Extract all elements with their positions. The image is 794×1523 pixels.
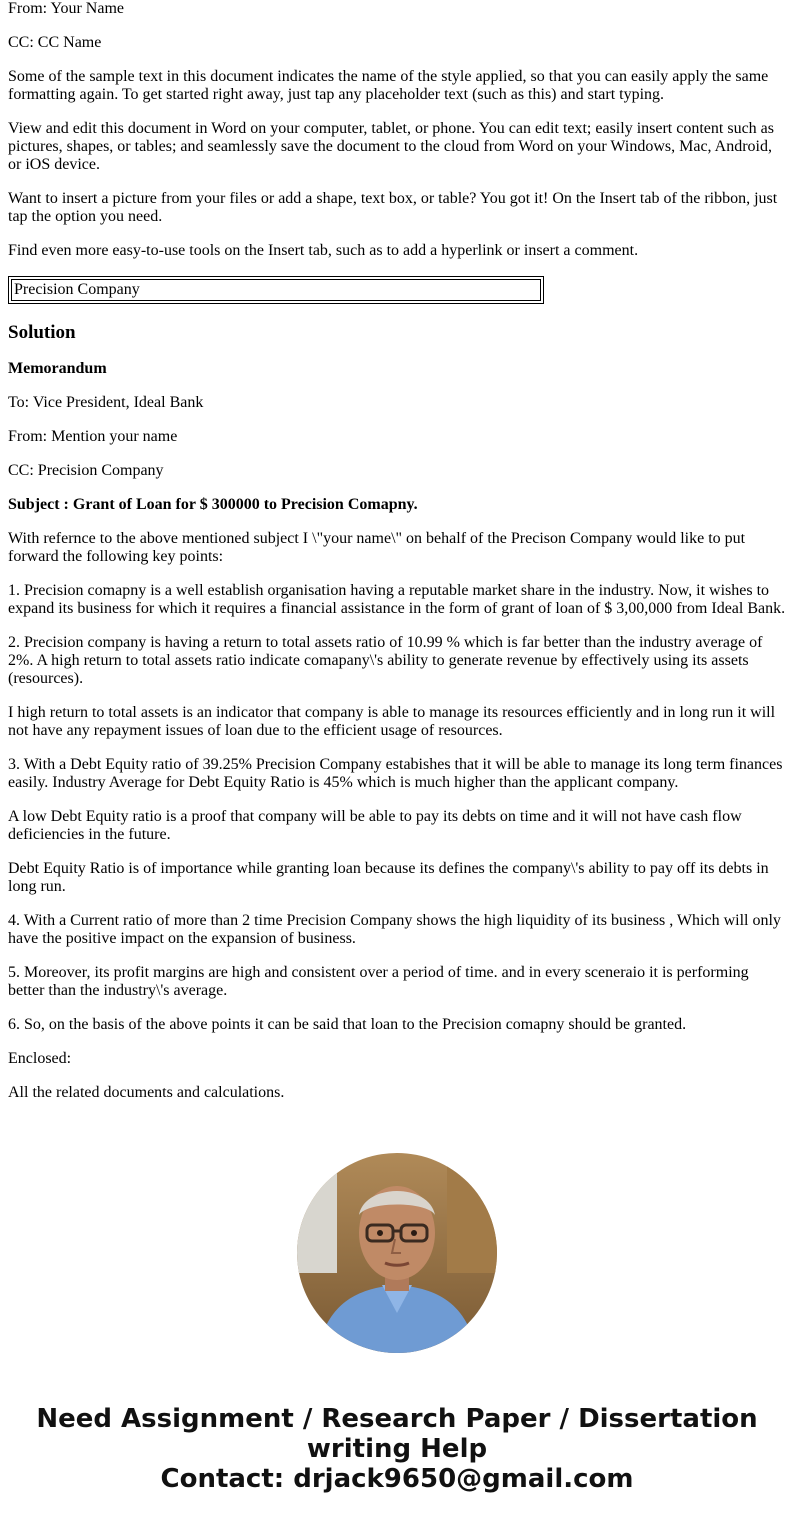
memo-paragraph: 5. Moreover, its profit margins are high and consistent over a period of time. and in every sceneraio it is performing better than the industry\'s average. — [8, 964, 749, 999]
memo-paragraph: 4. With a Current ratio of more than 2 time Precision Company shows the high liquidity of its business , Which will only have the positive impact on the expansion of business. — [8, 912, 781, 947]
promo-contact: Contact: drjack9650@gmail.com — [160, 1464, 634, 1494]
promo-line-1: Need Assignment / Research Paper / Dissertation writing Help — [36, 1404, 758, 1464]
company-cell: Precision Company — [11, 279, 541, 301]
memo-paragraph: Debt Equity Ratio is of importance while granting loan because its defines the company\'s ability to pay off its debts in long run. — [8, 860, 769, 895]
promo-banner — [0, 1404, 794, 1494]
memo-from: From: Mention your name — [8, 428, 178, 445]
author-photo — [297, 1153, 497, 1353]
memo-enclosed-label: Enclosed: — [8, 1050, 72, 1067]
intro-paragraph: Want to insert a picture from your files or add a shape, text box, or table? You got it! On the Insert tab of the ribbon, just tap the option you need. — [8, 190, 778, 225]
memo-paragraph: 1. Precision comapny is a well establish organisation having a reputable market share in the industry. Now, it wishes to expand its business for which it requires a financial assistance in the form of grant of loan of $ 3,00,000 from Ideal Bank. — [8, 582, 786, 617]
solution-heading: Solution — [8, 322, 76, 343]
header-cc: CC: CC Name — [8, 34, 102, 51]
memo-paragraph: 2. Precision company is having a return to total assets ratio of 10.99 % which is far better than the industry average of 2%. A high return to total assets ratio indicate comapany\'s ability to generate revenue by effectively using its assets (resources). — [8, 634, 763, 687]
intro-paragraph: Some of the sample text in this document indicates the name of the style applied, so that you can easily apply the same formatting again. To get started right away, just tap any placeholder text (such as this) and start typing. — [8, 68, 769, 103]
memo-subject: Subject : Grant of Loan for $ 300000 to Precision Comapny. — [8, 496, 418, 513]
memo-to: To: Vice President, Ideal Bank — [8, 394, 204, 411]
intro-paragraph: Find even more easy-to-use tools on the Insert tab, such as to add a hyperlink or insert a comment. — [8, 242, 639, 259]
memo-paragraph: 3. With a Debt Equity ratio of 39.25% Precision Company estabishes that it will be able to manage its long term finances easily. Industry Average for Debt Equity Ratio is 45% which is much higher than the applicant company. — [8, 756, 783, 791]
memo-title: Memorandum — [8, 360, 107, 377]
header-from: From: Your Name — [8, 0, 125, 17]
intro-paragraph: View and edit this document in Word on your computer, tablet, or phone. You can edit text; easily insert content such as pictures, shapes, or tables; and seamlessly save the document to the cloud from Word on your Windows, Mac, Android, or iOS device. — [8, 120, 774, 173]
memo-paragraph: With refernce to the above mentioned subject I \"your name\" on behalf of the Precison Company would like to put forward the following key points: — [8, 530, 746, 565]
memo-cc: CC: Precision Company — [8, 462, 164, 479]
person-photo-icon — [297, 1153, 497, 1353]
document-body — [8, 0, 786, 1118]
memo-paragraph: 6. So, on the basis of the above points it can be said that loan to the Precision comapny should be granted. — [8, 1016, 687, 1033]
company-table — [8, 276, 544, 304]
memo-enclosed-text: All the related documents and calculations. — [8, 1084, 285, 1101]
memo-paragraph: I high return to total assets is an indicator that company is able to manage its resources efficiently and in long run it will not have any repayment issues of loan due to the efficient usage of resources. — [8, 704, 776, 739]
memo-paragraph: A low Debt Equity ratio is a proof that company will be able to pay its debts on time and it will not have cash flow deficiencies in the future. — [8, 808, 742, 843]
